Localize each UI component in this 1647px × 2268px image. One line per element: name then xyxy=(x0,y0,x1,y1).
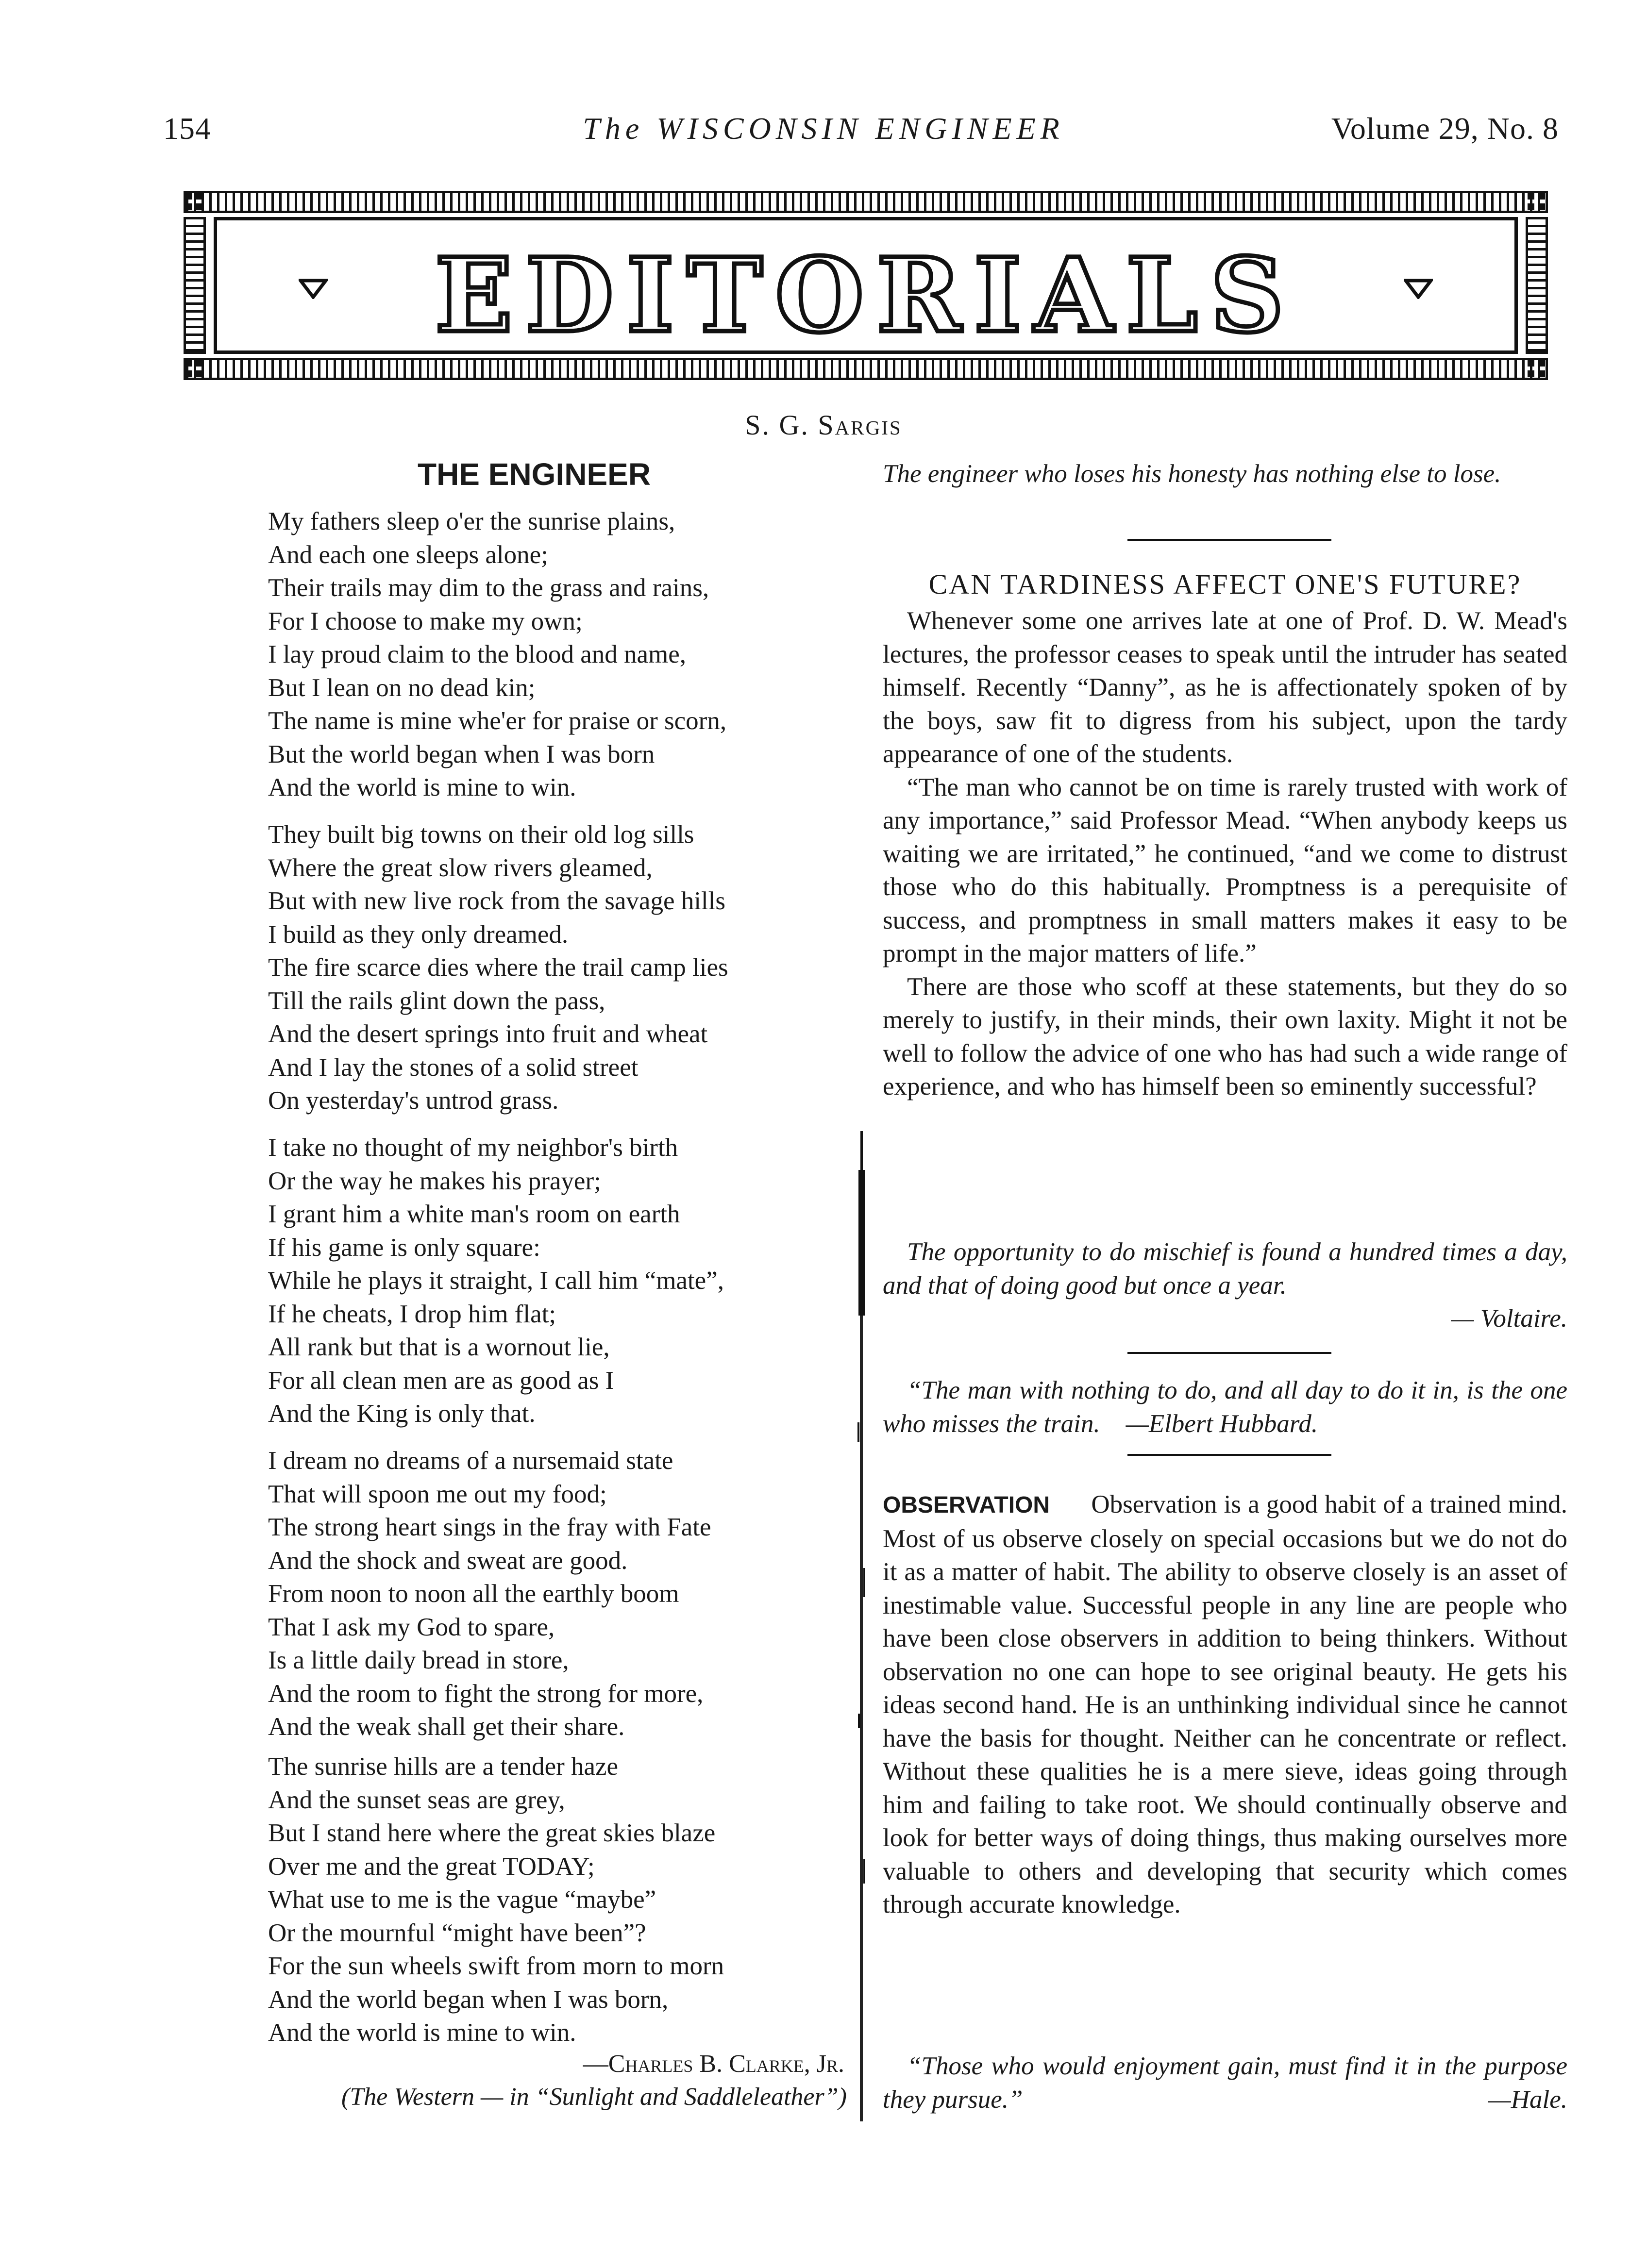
poem-line: What use to me is the vague “maybe” xyxy=(268,1885,656,1914)
banner-corner-ornament xyxy=(184,358,206,380)
article-observation xyxy=(883,1488,1567,1921)
poem-line: And the world is mine to win. xyxy=(268,2018,576,2047)
article-paragraph: “The man who cannot be on time is rarely trusted with work of any importance,” said Professor Mead. “When anybody keeps us waiting we are irritated,” he continued, “and we come to distrust those who do this habitually. Promptness is a perequisite of success, and promptness in small matters makes it easy to be prompt in the major matters of life.” xyxy=(883,773,1567,967)
poem-line: And the world began when I was born, xyxy=(268,1985,669,2014)
poem-line: And I lay the stones of a solid street xyxy=(268,1053,639,1082)
poem-line: Is a little daily bread in store, xyxy=(268,1646,569,1674)
poem-line: Or the mournful “might have been”? xyxy=(268,1918,646,1947)
poem-line: I lay proud claim to the blood and name, xyxy=(268,640,687,668)
quote-text-body: “Those who would enjoyment gain, must find it in the purpose they pursue.” xyxy=(883,2052,1567,2114)
editorials-banner xyxy=(184,187,1548,384)
poem-line: The fire scarce dies where the trail camp lies xyxy=(268,953,728,982)
poem-line: But with new live rock from the savage hills xyxy=(268,887,726,915)
poem-stanza xyxy=(268,1750,724,2050)
banner-border-top xyxy=(184,191,1548,213)
quote-hale xyxy=(883,2050,1567,2116)
poem-line: All rank but that is a wornout lie, xyxy=(268,1333,610,1361)
poem-line: And each one sleeps alone; xyxy=(268,540,548,569)
article-heading: OBSERVATION xyxy=(883,1492,1050,1518)
quote-author: — Voltaire. xyxy=(1451,1304,1567,1333)
article-heading: CAN TARDINESS AFFECT ONE'S FUTURE? xyxy=(928,568,1522,600)
section-rule xyxy=(1127,1352,1331,1354)
poem-line: For the sun wheels swift from morn to morn xyxy=(268,1952,724,1980)
poem-line: That I ask my God to spare, xyxy=(268,1613,555,1641)
banner-border-bottom xyxy=(184,358,1548,380)
quote-text-body: “The man with nothing to do, and all day to do it in, is the one who misses the train. xyxy=(883,1376,1567,1438)
poem-line: Their trails may dim to the grass and rains, xyxy=(268,574,709,602)
poem-line: And the desert springs into fruit and wheat xyxy=(268,1020,708,1048)
article-paragraph xyxy=(883,1488,1567,1921)
column-divider xyxy=(857,1131,867,2121)
poem-line: But I lean on no dead kin; xyxy=(268,673,536,702)
poem-line: And the sunset seas are grey, xyxy=(268,1785,565,1814)
journal-title: The WISCONSIN ENGINEER xyxy=(583,111,1064,146)
poem-line: Or the way he makes his prayer; xyxy=(268,1167,601,1195)
banner-border-left xyxy=(184,217,206,354)
article-paragraph: Whenever some one arrives late at one of Prof. D. W. Mead's lectures, the professor ceases to speak until the intruder has seated himself. Recently “Danny”, as he is affectionately spoken of by the boys, saw fit to digress from his subject, upon the tardy appearance of one of the students. xyxy=(883,607,1567,768)
poem-line: The sunrise hills are a tender haze xyxy=(268,1752,619,1781)
poem-title: THE ENGINEER xyxy=(417,457,651,492)
article-body: Observation is a good habit of a trained mind. Most of us observe closely on special occasions but we do not do it as a matter of habit. The ability to observe closely is an asset of inestimable value. Successful people in any line are people who have been close observers in addition to being thinkers. Without observation no one can hope to see original beauty. He gets his ideas second hand. He is an unthinking individual since he cannot have the basis for thought. Neither can he concentrate or reflect. Without these qualities he is a mere sieve, ideas going through him and failing to take root. We should continually observe and look for better ways of doing things, thus making ourselves more valuable to others and developing that security which comes through accurate knowledge. xyxy=(883,1490,1568,1918)
poem-line: Where the great slow rivers gleamed, xyxy=(268,853,653,882)
poem-line: If he cheats, I drop him flat; xyxy=(268,1300,556,1328)
quote-hubbard xyxy=(883,1374,1567,1440)
quote-text: The opportunity to do mischief is found a hundred times a day, and that of doing good but once a year. xyxy=(883,1238,1567,1300)
poem-stanza xyxy=(268,505,726,804)
poem-line: While he plays it straight, I call him “mate”, xyxy=(268,1267,724,1295)
volume-number: Volume 29, No. 8 xyxy=(1331,111,1559,146)
article-paragraph: There are those who scoff at these statements, but they do so merely to justify, in their minds, their own laxity. Might it not be well to follow the advice of one who has had such a wide range of experience, and who has himself been so eminently successful? xyxy=(883,972,1567,1101)
article-tardiness xyxy=(883,604,1567,1103)
poem-line: The name is mine whe'er for praise or scorn, xyxy=(268,707,727,735)
poem-stanza xyxy=(268,1131,724,1431)
poem-line: If his game is only square: xyxy=(268,1233,540,1262)
poem-line: I take no thought of my neighbor's birth xyxy=(268,1134,678,1162)
poem-line: For all clean men are as good as I xyxy=(268,1366,614,1395)
poem-line: My fathers sleep o'er the sunrise plains, xyxy=(268,507,675,535)
poem-line: I grant him a white man's room on earth xyxy=(268,1200,680,1228)
quote-author: —Elbert Hubbard. xyxy=(1126,1409,1318,1438)
poem-stanza xyxy=(268,818,728,1117)
poem-line: And the King is only that. xyxy=(268,1400,536,1428)
poem-line: I dream no dreams of a nursemaid state xyxy=(268,1447,673,1475)
quote-voltaire xyxy=(883,1235,1567,1335)
poem-line: And the room to fight the strong for more, xyxy=(268,1679,704,1708)
quote-engineer: The engineer who loses his honesty has nothing else to lose. xyxy=(883,460,1501,488)
page-number: 154 xyxy=(163,111,211,146)
poem-line: The strong heart sings in the fray with Fate xyxy=(268,1513,711,1541)
poem-line: They built big towns on their old log sills xyxy=(268,820,694,849)
poem-line: That will spoon me out my food; xyxy=(268,1480,607,1508)
section-rule xyxy=(1127,539,1331,541)
banner-frame xyxy=(214,217,1518,354)
poem-line: For I choose to make my own; xyxy=(268,607,583,635)
poem-line: I build as they only dreamed. xyxy=(268,920,569,949)
poem-source: (The Western — in “Sunlight and Saddleleather”) xyxy=(341,2083,847,2111)
byline: S. G. Sargis xyxy=(745,409,902,441)
poem-line: And the world is mine to win. xyxy=(268,773,576,801)
poem-line: Till the rails glint down the pass, xyxy=(268,986,605,1015)
poem-line: But I stand here where the great skies blaze xyxy=(268,1819,716,1847)
triangle-ornament-icon xyxy=(1404,278,1433,299)
poem-line: And the shock and sweat are good. xyxy=(268,1546,628,1575)
poem-author: —Charles B. Clarke, Jr. xyxy=(583,2050,844,2078)
banner-title: EDITORIALS xyxy=(435,235,1297,355)
banner-corner-ornament xyxy=(184,191,206,213)
poem-stanza xyxy=(268,1444,711,1744)
banner-corner-ornament xyxy=(1526,358,1548,380)
quote-author: —Hale. xyxy=(1488,2085,1567,2114)
poem-line: From noon to noon all the earthly boom xyxy=(268,1580,679,1608)
poem-line: And the weak shall get their share. xyxy=(268,1713,625,1741)
poem-line: On yesterday's untrod grass. xyxy=(268,1086,559,1115)
quote-text xyxy=(883,1374,1567,1440)
poem-line: But the world began when I was born xyxy=(268,740,655,768)
banner-border-right xyxy=(1526,217,1548,354)
section-rule xyxy=(1127,1454,1331,1456)
banner-corner-ornament xyxy=(1526,191,1548,213)
poem-line: Over me and the great TODAY; xyxy=(268,1852,595,1881)
